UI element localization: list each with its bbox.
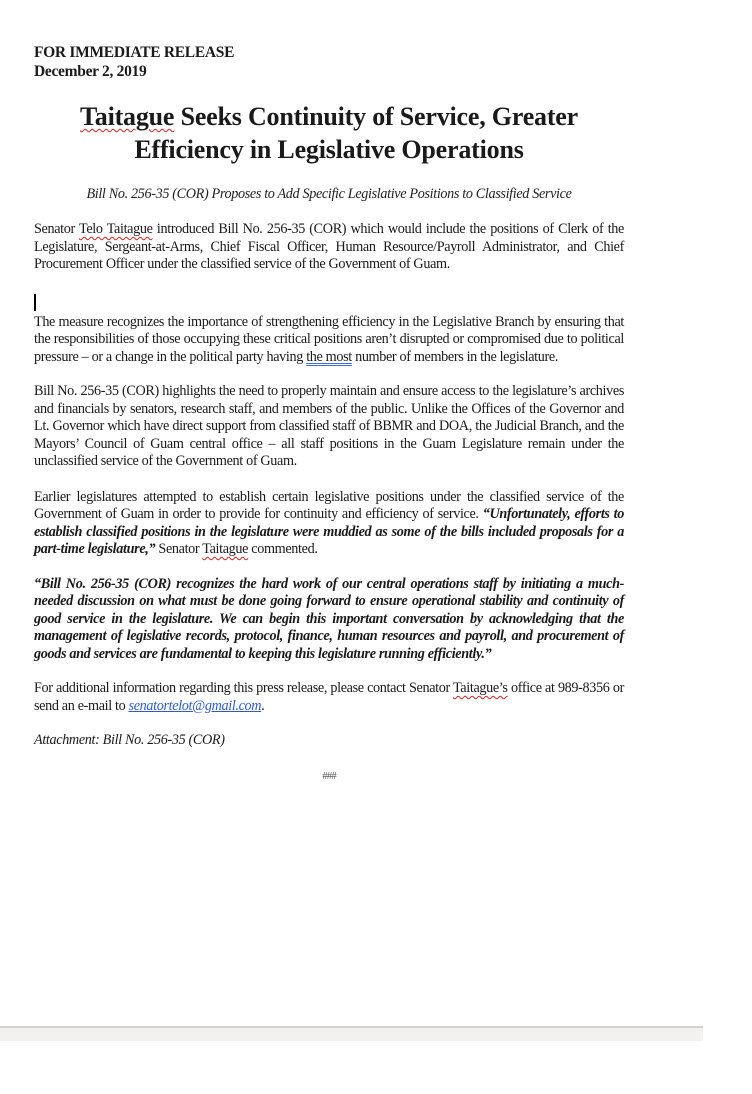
paragraph-text: . (261, 697, 265, 714)
email-link[interactable]: senatortelot@gmail.com (128, 697, 262, 714)
paragraph-archives: Bill No. 256-35 (COR) highlights the need to properly maintain and ensure access to the legislature’s archives and financials by senators, research staff, and members of the public. Unlike the Offices of the Governor and Lt. Governor which have direct support from classified staff of BBMR and DOA, the Judicial Branch, and the Mayors’ Council of Guam central office – all staff positions in the Guam Legislature remain under the unclassified service of the Government of Guam. (34, 383, 624, 469)
paragraph-text: Senator (155, 541, 203, 557)
spellcheck-flag-taitagues[interactable]: Taitague’s (452, 680, 508, 696)
spellcheck-flag-headline[interactable]: Taitague (80, 102, 175, 131)
paragraph-quote: “Bill No. 256-35 (COR) recognizes the hard work of our central operations staff by initiating a much-needed discussion on what must be done going forward to ensure operational stability and continuity of good service in the legislature. We can begin this important conversation by acknowledging that the management of legislative records, protocol, finance, human resources and payroll, and procurement of goods and services are fundamental to keeping this legislature running efficiently.” (34, 575, 624, 662)
headline (34, 100, 624, 166)
text-cursor (34, 294, 36, 311)
paragraph-text: introduced Bill No. 256-35 (COR) which would include the positions of Clerk of the Legislature, Sergeant-at-Arms, Chief Fiscal Officer, Human Resource/Payroll Administrator, and Chief Procurement Officer under the classified service of the Government of Guam. (34, 221, 624, 272)
spellcheck-flag-senator-name[interactable]: Telo Taitague (79, 221, 153, 237)
next-page-area[interactable] (0, 1041, 752, 1094)
paragraph-intro (34, 221, 624, 274)
release-date: December 2, 2019 (34, 63, 147, 80)
paragraph-measure (34, 314, 624, 367)
subheadline: Bill No. 256-35 (COR) Proposes to Add Specific Legislative Positions to Classified Service (86, 186, 572, 202)
grammar-flag-the-most[interactable]: the most (306, 348, 352, 365)
headline-line1-rest: Seeks Continuity of Service, Greater (174, 102, 578, 131)
paragraph-text: Senator (34, 221, 79, 237)
senator-quote: “Unfortunately, efforts to establish classified positions in the legislature were muddied as some of the bills included proposals for a part-time legislature,” (34, 506, 625, 557)
document-body[interactable] (34, 43, 624, 782)
headline-line2: Efficiency in Legislative Operations (134, 135, 524, 164)
empty-line[interactable] (34, 292, 624, 312)
paragraph-text: number of members in the legislature. (351, 348, 559, 365)
release-label: FOR IMMEDIATE RELEASE (34, 44, 235, 61)
paragraph-earlier-legislatures (34, 489, 624, 559)
paragraph-text: commented. (248, 541, 318, 557)
paragraph-text: The measure recognizes the importance of strengthening efficiency in the Legislative Branch by ensuring that the responsibilities of those occupying these critical positions aren’t disrupted or compromised due to political pressure – or a change in the political party having (34, 313, 624, 365)
paragraph-text: Earlier legislatures attempted to establish certain legislative positions under the classified service of the Government of Guam in order to provide for continuity and efficiency of service. (34, 488, 624, 522)
spellcheck-flag-taitague[interactable]: Taitague (202, 541, 249, 557)
attachment-note: Attachment: Bill No. 256-35 (COR) (34, 732, 225, 748)
page-break-gap (0, 1026, 703, 1041)
end-mark: ### (322, 769, 336, 782)
paragraph-contact (34, 680, 624, 715)
paragraph-text: For additional information regarding this press release, please contact Senator (34, 680, 453, 696)
paragraph-text: office at 989-8356 or send an e-mail to (34, 680, 625, 714)
